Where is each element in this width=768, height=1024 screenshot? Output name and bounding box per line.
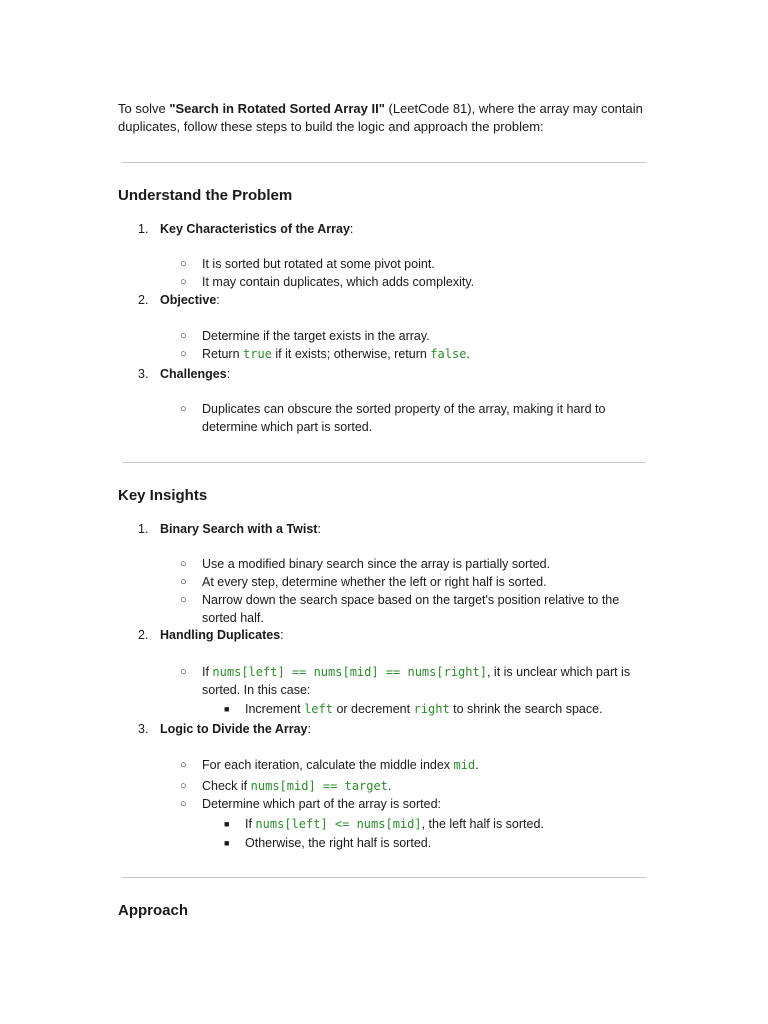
list-item-label: Handling Duplicates bbox=[160, 628, 281, 642]
code-mid: mid bbox=[453, 758, 476, 772]
text: . bbox=[387, 779, 392, 793]
divider bbox=[122, 162, 646, 163]
square-bullet-icon: ■ bbox=[224, 838, 230, 848]
bullet-text: Narrow down the search space based on the target's position relative to the sorted half. bbox=[202, 593, 620, 625]
bullet-text: Duplicates can obscure the sorted property of the array, making it hard to determine which part is sorted. bbox=[202, 402, 606, 434]
text: to shrink the search space. bbox=[449, 702, 603, 716]
square-bullet-icon: ■ bbox=[224, 704, 230, 714]
list-item-label: Challenges bbox=[160, 367, 227, 381]
text: Return bbox=[202, 347, 243, 361]
bullet-text bbox=[202, 756, 652, 774]
list-item-label: Key Characteristics of the Array bbox=[160, 222, 350, 236]
bullet-icon: ○ bbox=[180, 558, 187, 570]
code-compare: nums[left] <= nums[mid] bbox=[255, 817, 422, 831]
colon: : bbox=[226, 367, 231, 381]
list-item-text bbox=[160, 520, 321, 538]
bullet-icon: ○ bbox=[180, 759, 187, 771]
text: . bbox=[466, 347, 470, 361]
bullet-text: Determine if the target exists in the array. bbox=[202, 329, 430, 343]
code-check: nums[mid] == target bbox=[250, 779, 388, 793]
bullet-icon: ○ bbox=[180, 666, 187, 678]
intro-paragraph bbox=[118, 100, 653, 136]
list-number: 2. bbox=[138, 628, 149, 642]
intro-text-end: (LeetCode 81), where the array may contain duplicates, follow these steps to build the logic and approach the problem: bbox=[118, 101, 643, 134]
colon: : bbox=[349, 222, 354, 236]
text: . bbox=[475, 758, 479, 772]
section-heading-insights: Key Insights bbox=[118, 487, 208, 504]
list-number: 2. bbox=[138, 293, 149, 307]
bullet-icon: ○ bbox=[180, 798, 187, 810]
text: Increment bbox=[245, 702, 305, 716]
divider bbox=[122, 462, 646, 463]
list-item-label: Objective bbox=[160, 293, 217, 307]
code-left: left bbox=[304, 702, 333, 716]
sub-bullet-text: Otherwise, the right half is sorted. bbox=[245, 836, 432, 850]
bullet-icon: ○ bbox=[180, 594, 187, 606]
list-item-text bbox=[160, 291, 220, 309]
intro-problem-title: "Search in Rotated Sorted Array II" bbox=[169, 101, 385, 116]
section-heading-understand: Understand the Problem bbox=[118, 187, 293, 204]
colon: : bbox=[307, 722, 311, 736]
colon: : bbox=[280, 628, 284, 642]
intro-text-start: To solve bbox=[118, 101, 170, 116]
bullet-text bbox=[202, 777, 652, 795]
list-item-text bbox=[160, 626, 284, 644]
text: or decrement bbox=[332, 702, 414, 716]
text: If bbox=[245, 817, 256, 831]
list-number: 1. bbox=[138, 222, 149, 236]
text: , the left half is sorted. bbox=[421, 817, 544, 831]
list-item-text bbox=[160, 720, 311, 738]
text: if it exists; otherwise, return bbox=[271, 347, 431, 361]
code-condition: nums[left] == nums[mid] == nums[right] bbox=[212, 665, 487, 679]
list-number: 3. bbox=[138, 722, 149, 736]
bullet-text: Determine which part of the array is sorted: bbox=[202, 797, 441, 811]
list-number: 1. bbox=[138, 522, 149, 536]
bullet-text: It may contain duplicates, which adds complexity. bbox=[202, 275, 475, 289]
bullet-icon: ○ bbox=[180, 330, 187, 342]
bullet-text bbox=[202, 663, 652, 699]
square-bullet-icon: ■ bbox=[224, 819, 230, 829]
list-number: 3. bbox=[138, 367, 149, 381]
text: If bbox=[202, 665, 213, 679]
section-heading-approach: Approach bbox=[118, 902, 189, 919]
bullet-icon: ○ bbox=[180, 780, 187, 792]
code-right: right bbox=[413, 702, 450, 716]
bullet-icon: ○ bbox=[180, 403, 187, 415]
divider bbox=[122, 877, 646, 878]
sub-bullet-text bbox=[245, 700, 655, 718]
text: For each iteration, calculate the middle index bbox=[202, 758, 454, 772]
bullet-text: At every step, determine whether the left or right half is sorted. bbox=[202, 575, 547, 589]
bullet-icon: ○ bbox=[180, 276, 187, 288]
list-item-text bbox=[160, 220, 353, 238]
colon: : bbox=[216, 293, 220, 307]
bullet-icon: ○ bbox=[180, 258, 187, 270]
bullet-text: It is sorted but rotated at some pivot point. bbox=[202, 257, 435, 271]
code-false: false bbox=[430, 347, 467, 361]
list-item-text bbox=[160, 365, 230, 383]
code-true: true bbox=[243, 347, 272, 361]
colon: : bbox=[317, 522, 321, 536]
bullet-icon: ○ bbox=[180, 576, 187, 588]
text: Check if bbox=[202, 779, 251, 793]
bullet-icon: ○ bbox=[180, 348, 187, 360]
list-item-label: Logic to Divide the Array bbox=[160, 722, 308, 736]
list-item-label: Binary Search with a Twist bbox=[160, 522, 318, 536]
bullet-text bbox=[202, 345, 652, 363]
bullet-text: Use a modified binary search since the array is partially sorted. bbox=[202, 557, 551, 571]
sub-bullet-text bbox=[245, 815, 655, 833]
text: , it is unclear which part is sorted. In this case: bbox=[202, 665, 631, 697]
